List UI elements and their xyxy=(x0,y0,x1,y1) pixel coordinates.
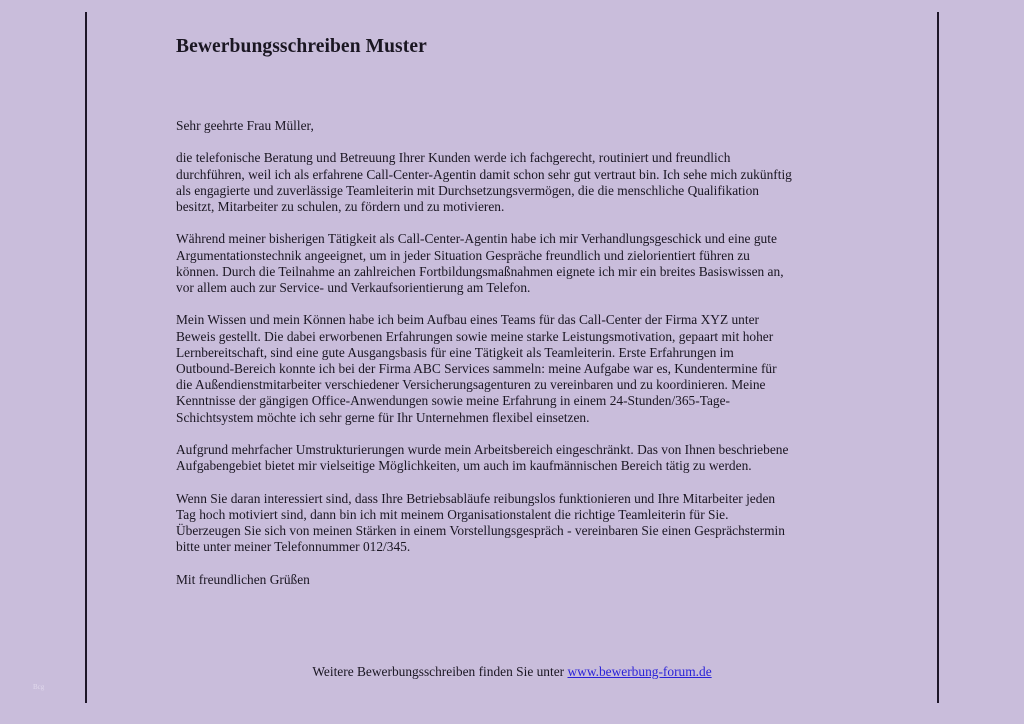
text-line: Tag hoch motiviert sind, dann bin ich mit meinem Organisationstalent die richtige Teamleiterin für Sie. xyxy=(176,506,729,522)
text-line: die Außendienstmitarbeiter verschiedener Versicherungsagenturen zu vereinbaren und zu koordinieren. Meine xyxy=(176,377,766,393)
text-line: Kenntnisse der gängigen Office-Anwendungen sowie meine Erfahrung in einem 24-Stunden/365-Tage- xyxy=(176,393,730,409)
text-line: Wenn Sie daran interessiert sind, dass Ihre Betriebsabläufe reibungslos funktionieren und Ihre Mitarbeiter jeden xyxy=(176,490,776,506)
text-line: Aufgrund mehrfacher Umstrukturierungen wurde mein Arbeitsbereich eingeschränkt. Das von Ihnen beschriebene xyxy=(176,442,789,457)
watermark-mark: Bcg xyxy=(33,683,45,691)
salutation: Sehr geehrte Frau Müller, xyxy=(176,118,314,133)
text-line: Während meiner bisherigen Tätigkeit als Call-Center-Agentin habe ich mir Verhandlungsgeschick und eine gute xyxy=(176,231,777,247)
text-line: vor allem auch zur Service- und Verkaufsorientierung am Telefon. xyxy=(176,280,531,295)
paragraph-5 xyxy=(176,491,866,556)
paragraph-4 xyxy=(176,442,866,474)
footer-link[interactable]: www.bewerbung-forum.de xyxy=(567,664,712,679)
right-margin-rule xyxy=(937,12,939,703)
text-line: durchführen, weil ich als erfahrene Call-Center-Agentin damit schon sehr gut vertraut bin. Ich sehe mich zukünftig xyxy=(176,166,792,182)
text-line: Beweis gestellt. Die dabei erworbenen Erfahrungen sowie meine starke Leistungsmotivation, gepaart mit hoher xyxy=(176,328,774,344)
left-margin-rule xyxy=(85,12,87,703)
text-line: Lernbereitschaft, sind eine gute Ausgangsbasis für eine Tätigkeit als Teamleiterin. Erste Erfahrungen im xyxy=(176,344,734,360)
page-title: Bewerbungsschreiben Muster xyxy=(176,36,427,57)
text-line: Mein Wissen und mein Können habe ich beim Aufbau eines Teams für das Call-Center der Firma XYZ unter xyxy=(176,312,759,328)
paragraph-1 xyxy=(176,150,866,215)
closing: Mit freundlichen Grüßen xyxy=(176,571,310,587)
text-line: besitzt, Mitarbeiter zu schulen, zu fördern und zu motivieren. xyxy=(176,199,505,214)
paragraph-3 xyxy=(176,312,866,425)
text-line: die telefonische Beratung und Betreuung Ihrer Kunden werde ich fachgerecht, routiniert und freundlich xyxy=(176,150,731,166)
text-line: Aufgabengebiet bietet mir vielseitige Möglichkeiten, um auch im kaufmännischen Bereich tätig zu werden. xyxy=(176,458,752,474)
footer-text: Weitere Bewerbungsschreiben finden Sie unter xyxy=(312,664,568,679)
footer xyxy=(0,664,1024,680)
text-line: Argumentationstechnik angeeignet, um in jeder Situation Gespräche freundlich und zielorientiert führen zu xyxy=(176,247,750,263)
letter-body xyxy=(176,118,866,604)
text-line: Schichtsystem möchte ich sehr gerne für Ihr Unternehmen flexibel einsetzen. xyxy=(176,409,590,425)
text-line: Überzeugen Sie sich von meinen Stärken in einem Vorstellungsgespräch - vereinbaren Sie einen Gesprächstermin xyxy=(176,523,785,538)
text-line: können. Durch die Teilnahme an zahlreichen Fortbildungsmaßnahmen eignete ich mir ein breites Basiswissen an, xyxy=(176,263,784,279)
text-line: Outbound-Bereich konnte ich bei der Firma ABC Services sammeln: meine Aufgabe war es, Kundentermine für xyxy=(176,361,777,376)
paragraph-2 xyxy=(176,231,866,296)
text-line: bitte unter meiner Telefonnummer 012/345. xyxy=(176,539,411,555)
text-line: als engagierte und zuverlässige Teamleiterin mit Durchsetzungsvermögen, die die menschliche Qualifikation xyxy=(176,182,759,198)
